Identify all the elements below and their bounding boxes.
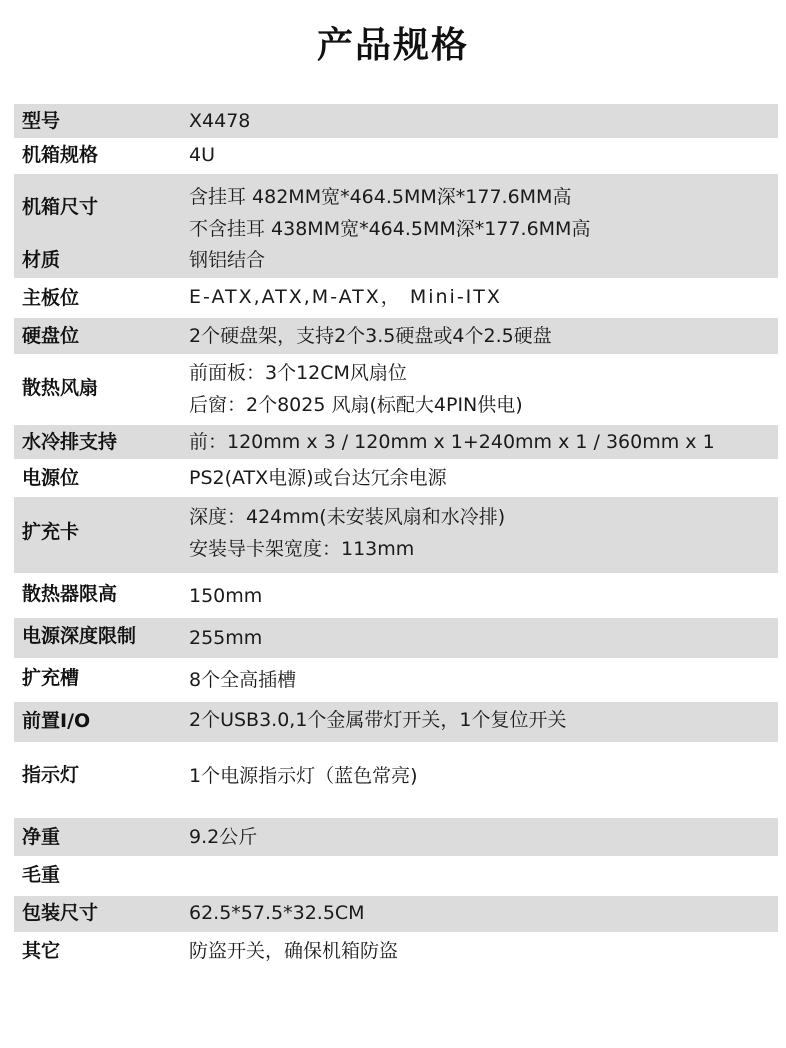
spec-label: 净重 — [22, 826, 61, 848]
spec-value-line: 62.5*57.5*32.5CM — [189, 902, 365, 924]
spec-label: 机箱尺寸 — [22, 196, 99, 218]
spec-value — [189, 181, 590, 245]
spec-row — [14, 744, 778, 816]
spec-value — [189, 580, 262, 612]
spec-value — [189, 320, 552, 352]
spec-row — [14, 660, 778, 700]
spec-value — [189, 664, 296, 696]
spec-value-line: 前面板：3个12CM风扇位 — [189, 362, 407, 384]
spec-value — [189, 821, 257, 853]
spec-label: 散热风扇 — [22, 377, 99, 399]
spec-value — [189, 897, 365, 929]
spec-row — [14, 356, 778, 424]
spec-label: 电源深度限制 — [22, 625, 137, 647]
spec-label: 散热器限高 — [22, 583, 118, 605]
spec-label: 前置I/O — [22, 710, 91, 732]
spec-value-line: 不含挂耳 438MM宽*464.5MM深*177.6MM高 — [189, 218, 591, 240]
spec-row — [14, 576, 778, 616]
spec-value — [189, 462, 447, 494]
spec-row — [14, 280, 778, 316]
spec-value-line: 8个全高插槽 — [189, 669, 297, 691]
spec-value — [189, 501, 505, 565]
spec-row — [14, 425, 778, 459]
spec-label: 包装尺寸 — [22, 902, 99, 924]
spec-value-line: E-ATX,ATX,M-ATX， Mini-ITX — [189, 286, 502, 308]
spec-value-line: 后窗：2个8025 风扇(标配大4PIN供电) — [189, 394, 523, 416]
page-title: 产品规格 — [316, 25, 469, 66]
spec-label: 毛重 — [22, 864, 61, 886]
spec-label: 指示灯 — [22, 764, 80, 786]
spec-row — [14, 461, 778, 495]
spec-value-line: 150mm — [189, 585, 263, 607]
spec-value-line: X4478 — [189, 110, 251, 132]
spec-value — [189, 244, 265, 276]
spec-row — [14, 934, 778, 970]
spec-label: 主板位 — [22, 287, 80, 309]
spec-value — [189, 935, 398, 967]
spec-label: 材质 — [22, 249, 61, 271]
spec-value — [189, 105, 250, 137]
spec-value — [189, 760, 418, 792]
spec-label: 型号 — [22, 110, 61, 132]
spec-label: 硬盘位 — [22, 325, 80, 347]
spec-value-line: 1个电源指示灯（蓝色常亮) — [189, 765, 418, 787]
spec-value — [189, 139, 215, 171]
spec-value-line: 255mm — [189, 627, 263, 649]
spec-row — [14, 618, 778, 658]
spec-value — [189, 426, 715, 458]
spec-label: 其它 — [22, 940, 61, 962]
spec-row — [14, 318, 778, 354]
spec-row — [14, 174, 778, 242]
spec-value-line: 前：120mm x 3 / 120mm x 1+240mm x 1 / 360mm x 1 — [189, 431, 715, 453]
spec-label: 水冷排支持 — [22, 431, 118, 453]
spec-row — [14, 242, 778, 278]
spec-value — [189, 357, 523, 421]
spec-label: 扩充卡 — [22, 521, 80, 543]
spec-value — [189, 704, 567, 736]
spec-value-line: 9.2公斤 — [189, 826, 258, 848]
spec-value-line: 含挂耳 482MM宽*464.5MM深*177.6MM高 — [189, 186, 572, 208]
spec-row — [14, 138, 778, 172]
spec-value-line: 安装导卡架宽度：113mm — [189, 538, 415, 560]
spec-row — [14, 104, 778, 138]
spec-value-line: 2个USB3.0,1个金属带灯开关，1个复位开关 — [189, 709, 567, 731]
spec-row — [14, 818, 778, 856]
spec-label: 扩充槽 — [22, 667, 80, 689]
spec-value-line: 2个硬盘架，支持2个3.5硬盘或4个2.5硬盘 — [189, 325, 552, 347]
spec-value-line: 防盗开关，确保机箱防盗 — [189, 940, 399, 962]
spec-value-line: 4U — [189, 144, 215, 166]
spec-row — [14, 702, 778, 742]
spec-value — [189, 622, 262, 654]
spec-value-line: PS2(ATX电源)或台达冗余电源 — [189, 467, 447, 489]
spec-value-line: 钢铝结合 — [189, 249, 266, 271]
spec-label: 机箱规格 — [22, 144, 99, 166]
spec-label: 电源位 — [22, 467, 80, 489]
spec-row — [14, 497, 778, 573]
spec-row — [14, 896, 778, 932]
spec-value-line: 深度：424mm(未安装风扇和水冷排) — [189, 506, 506, 528]
spec-row — [14, 856, 778, 894]
spec-value — [189, 281, 502, 313]
